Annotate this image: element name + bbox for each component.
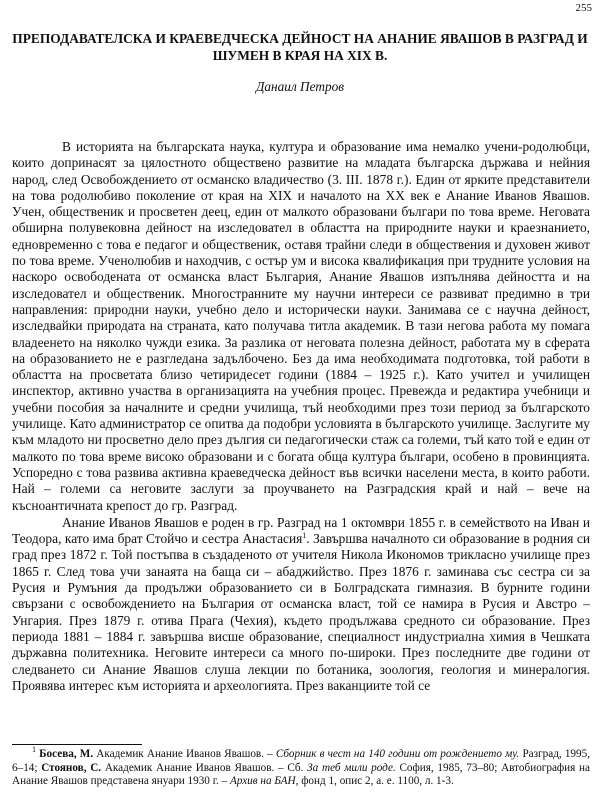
paragraph-2-text-end: . Завършва началното си образование в родния си град през 1872 г. Той постъпва в създаденото от учителя Никола Икономов трикласно училище през 1865 г. След това учи занаята на баща си – абаджийство. През 1876 г. заминава със сестра си за Русия и Румъния да продължи образованието си в Болградската гимназия. В бурните години свързани с освобождението на България от османска власт, той се намира в Русия и Австро – Унгария. През 1879 г. отива Прага (Чехия), където продължава средното си образование. През периода 1881 – 1884 г. завършва висше образование, специалност индустриална химия в Чешката държавна политехника. Неговите интереси са много по-широки. През последните две години от следването си Анание Явашов слуша лекции по ботаника, зоология, геология и минералогия. Проявява интерес към историята и археологията. През ваканциите той се [12, 531, 590, 693]
article-body [12, 139, 590, 694]
footnote-text-2: Разград, 1995, 6–14; [12, 748, 591, 774]
footnote-number: 1 [32, 745, 36, 754]
footnote-1 [12, 745, 591, 789]
article-title: ПРЕПОДАВАТЕЛСКА И КРАЕВЕДЧЕСКА ДЕЙНОСТ НА АНАНИЕ ЯВАШОВ В РАЗГРАД И ШУМЕН В КРАЯ НА XIX В. [12, 31, 588, 63]
footnote-text-3: Академик Анание Иванов Явашов. – Сб. [104, 761, 304, 774]
footnote-source-3: Архив на БАН, [230, 775, 299, 788]
paragraph-1: В историята на българската наука, култура и образование има немалко учени-родолюбци, които допринасят за цялостното обществено развитие на младата българска държава и нейния народ, след Освобождението от османско владичество (3. III. 1878 г.). Един от ярките представители на това родолюбиво поколение от края на XIX и началото на XX век е Анание Иванов Явашов. Учен, общественик и просветен деец, един от малкото образовани българи по това време. Неговата обширна полувековна дейност на изследовател в областта на природните науки и краезнанието, едновременно с това е педагог и общественик, оставя трайни следи в обществения и духовен живот по това време. Ученолюбив и находчив, с остър ум и висока квалификация при трудните условия на наскоро освободената от османска власт България, Анание Явашов изпълнява дейността и на изследовател и общественик. Многостранните му научни интереси се развиват предимно в три направления: природни науки, учебно дело и исторически науки. Занимава се с научна дейност, изследвайки природата на страната, като получава титла академик. В тази негова работа му помага владеенето на няколко чужди езика. За разлика от неговата полезна дейност, работата му в сферата на образованието не е разгледана задълбочено. Без да има необходимата подготовка, той работи в областта на просветата близо четиридесет години (1884 – 1925 г.). Като учител и училищен инспектор, активно участва в организацията на учебния процес. Превежда и редактира учебници и учебни пособия за началните и средни училища, тъй необходими през този период за българското училище. Като администратор се опитва да подобри условията в българското училище. Заслугите му към младото ни просветно дело през дългия си педагогически стаж са големи, тъй като той е един от малкото по това време високо образовани и с богата обща култура българи, особено в провинцията. Успоредно с това развива активна краеведческа дейност във всички населени места, в които работи. Най – големи са неговите заслуги за проучването на Разградския край и най – вече на късноантичната крепост до гр. Разград. [12, 139, 590, 513]
footnotes [12, 745, 591, 789]
paragraph-2-text-start: Анание Иванов Явашов е роден в гр. Разград на 1 октомври 1855 г. в семейството на Иван и Теодора, като има брат Стойчо и сестра Анастасия [12, 514, 590, 547]
footnote-source-2: За теб мили роде. [307, 761, 396, 774]
paragraph-2 [12, 515, 590, 694]
footnote-text-5: фонд 1, опис 2, а. е. 1100, л. 1-3. [301, 775, 454, 788]
footnote-text-1: Академик Анание Иванов Явашов. – [96, 748, 273, 760]
footnote-author-1: Босева, М. [39, 748, 94, 760]
footnote-reference[interactable]: 1 [302, 531, 307, 541]
footnote-author-2: Стоянов, С. [41, 761, 102, 774]
page-number: 255 [575, 2, 592, 14]
footnote-source-1: Сборник в чест на 140 години от рождението му. [275, 748, 520, 760]
footnote-text-4: София, 1985, 73–80; Автобиография на Анание Явашов представена януари 1930 г. – [12, 761, 590, 788]
author-name: Данаил Петров [255, 79, 345, 94]
